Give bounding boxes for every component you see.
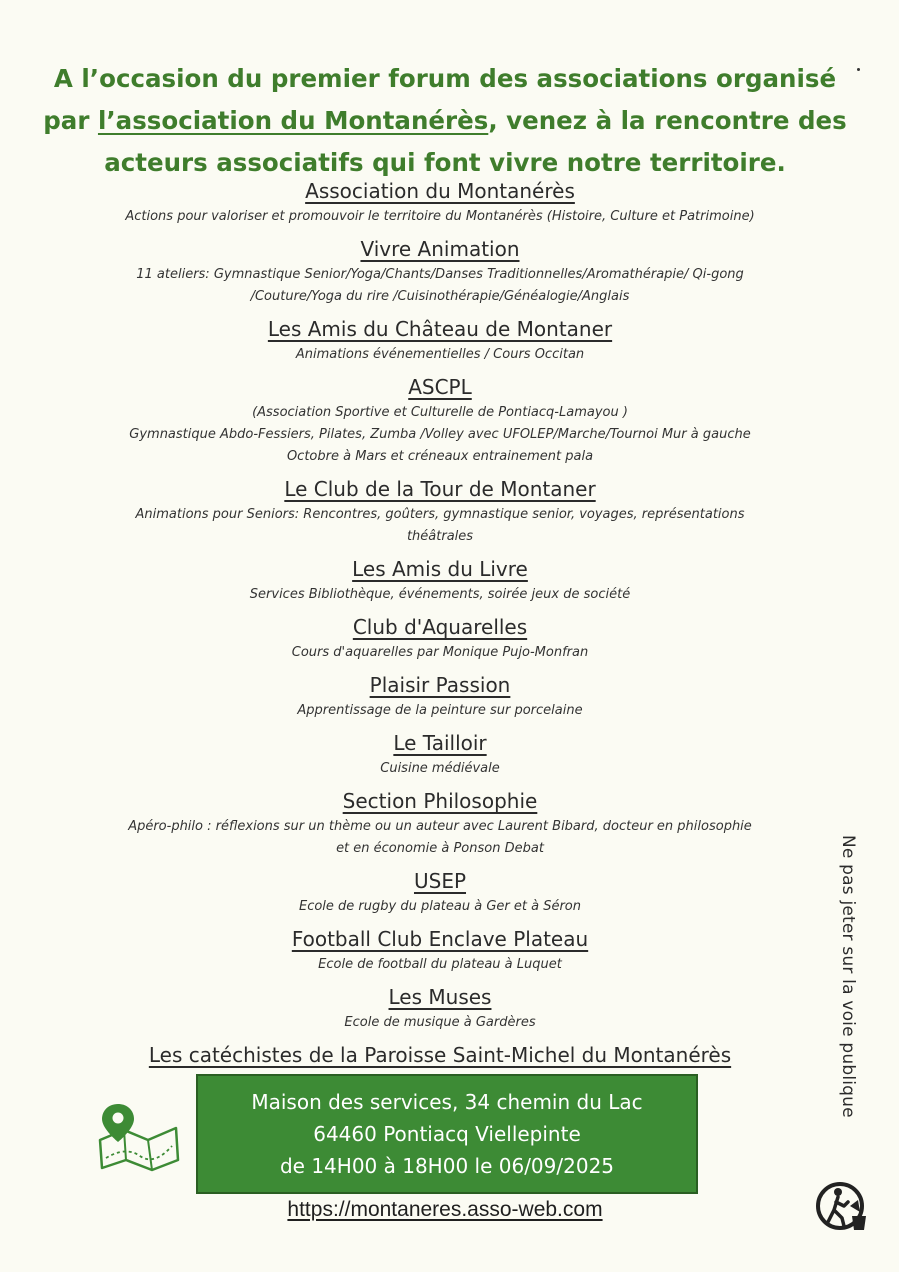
association-item xyxy=(70,670,810,722)
association-description-line: Cours d'aquarelles par Monique Pujo-Monfran xyxy=(291,645,589,660)
event-info-box xyxy=(196,1074,698,1194)
association-item xyxy=(70,866,810,918)
association-description-line: Gymnastique Abdo-Fessiers, Pilates, Zumba /Volley avec UFOLEP/Marche/Tournoi Mur à gauche xyxy=(129,427,751,442)
recycle-person-icon xyxy=(814,1180,870,1232)
association-description-line: Ecole de rugby du plateau à Ger et à Séron xyxy=(298,899,581,914)
info-address: Maison des services, 34 chemin du Lac xyxy=(251,1090,643,1114)
association-item xyxy=(70,786,810,860)
association-name: Les Amis du Château de Montaner xyxy=(267,317,613,341)
association-description xyxy=(70,264,810,308)
association-description-line: théâtrales xyxy=(406,529,474,544)
association-item xyxy=(70,982,810,1034)
association-description xyxy=(70,700,810,722)
association-item xyxy=(70,474,810,548)
speck-dot xyxy=(857,68,860,71)
association-description-line: Apéro-philo : réflexions sur un thème ou un auteur avec Laurent Bibard, docteur en philosophie xyxy=(128,819,752,834)
association-description-line: Animations événementielles / Cours Occitan xyxy=(295,347,585,362)
association-name: Vivre Animation xyxy=(360,237,520,261)
association-description xyxy=(70,896,810,918)
association-list xyxy=(70,176,810,1070)
association-description xyxy=(70,504,810,548)
association-description xyxy=(70,642,810,664)
info-city: 64460 Pontiacq Viellepinte xyxy=(313,1122,581,1146)
association-name: Le Club de la Tour de Montaner xyxy=(284,477,596,501)
website-link[interactable]: https://montaneres.asso-web.com xyxy=(287,1198,603,1221)
headline-part1: A l’occasion du premier forum des associations organisé par xyxy=(43,64,837,135)
association-description-line: Apprentissage de la peinture sur porcelaine xyxy=(297,703,583,718)
association-description xyxy=(70,816,810,860)
association-item xyxy=(70,176,810,228)
association-description xyxy=(70,1012,810,1034)
association-name: Club d'Aquarelles xyxy=(352,615,528,639)
association-description-line: Services Bibliothèque, événements, soirée jeux de société xyxy=(249,587,631,602)
association-description-line: Cuisine médiévale xyxy=(380,761,500,776)
association-item xyxy=(70,728,810,780)
association-item xyxy=(70,372,810,468)
association-description-line: (Association Sportive et Culturelle de Pontiacq-Lamayou ) xyxy=(252,405,628,420)
map-pin-icon xyxy=(96,1100,182,1172)
association-description-line: 11 ateliers: Gymnastique Senior/Yoga/Chants/Danses Traditionnelles/Aromathérapie/ Qi-gong xyxy=(136,267,744,282)
association-description xyxy=(70,344,810,366)
association-item xyxy=(70,612,810,664)
association-name: Le Tailloir xyxy=(393,731,487,755)
headline xyxy=(30,58,860,184)
info-date: de 14H00 à 18H00 le 06/09/2025 xyxy=(279,1154,615,1178)
association-description-line: Ecole de musique à Gardères xyxy=(344,1015,536,1030)
association-description xyxy=(70,758,810,780)
association-name: Football Club Enclave Plateau xyxy=(291,927,589,951)
association-description xyxy=(70,584,810,606)
association-name: USEP xyxy=(413,869,467,893)
association-item xyxy=(70,314,810,366)
headline-part2: , venez à la rencontre des acteurs associatifs qui font vivre notre territoire. xyxy=(104,106,847,177)
association-description-line: Ecole de football du plateau à Luquet xyxy=(318,957,562,972)
association-description-line: Actions pour valoriser et promouvoir le territoire du Montanérès (Histoire, Culture et Patrimoine) xyxy=(125,209,755,224)
association-name: Section Philosophie xyxy=(342,789,538,813)
association-name: Les Muses xyxy=(388,985,492,1009)
headline-link: l’association du Montanérès xyxy=(97,106,489,135)
association-description-line: Octobre à Mars et créneaux entrainement pala xyxy=(286,449,594,464)
association-description xyxy=(70,206,810,228)
association-description-line: et en économie à Ponson Debat xyxy=(336,841,544,856)
association-item xyxy=(70,234,810,308)
association-name: Les catéchistes de la Paroisse Saint-Michel du Montanérès xyxy=(148,1043,732,1067)
association-description-line: /Couture/Yoga du rire /Cuisinothérapie/Généalogie/Anglais xyxy=(250,289,630,304)
side-text: Ne pas jeter sur la voie publique xyxy=(838,835,858,1118)
association-description xyxy=(70,402,810,468)
association-name: Association du Montanérès xyxy=(305,179,575,203)
association-description-line: Animations pour Seniors: Rencontres, goûters, gymnastique senior, voyages, représentations xyxy=(135,507,745,522)
association-item xyxy=(70,554,810,606)
association-description xyxy=(70,954,810,976)
association-name: Les Amis du Livre xyxy=(352,557,528,581)
association-item xyxy=(70,924,810,976)
association-item xyxy=(70,1040,810,1070)
association-name: Plaisir Passion xyxy=(369,673,511,697)
association-name: ASCPL xyxy=(408,375,472,399)
